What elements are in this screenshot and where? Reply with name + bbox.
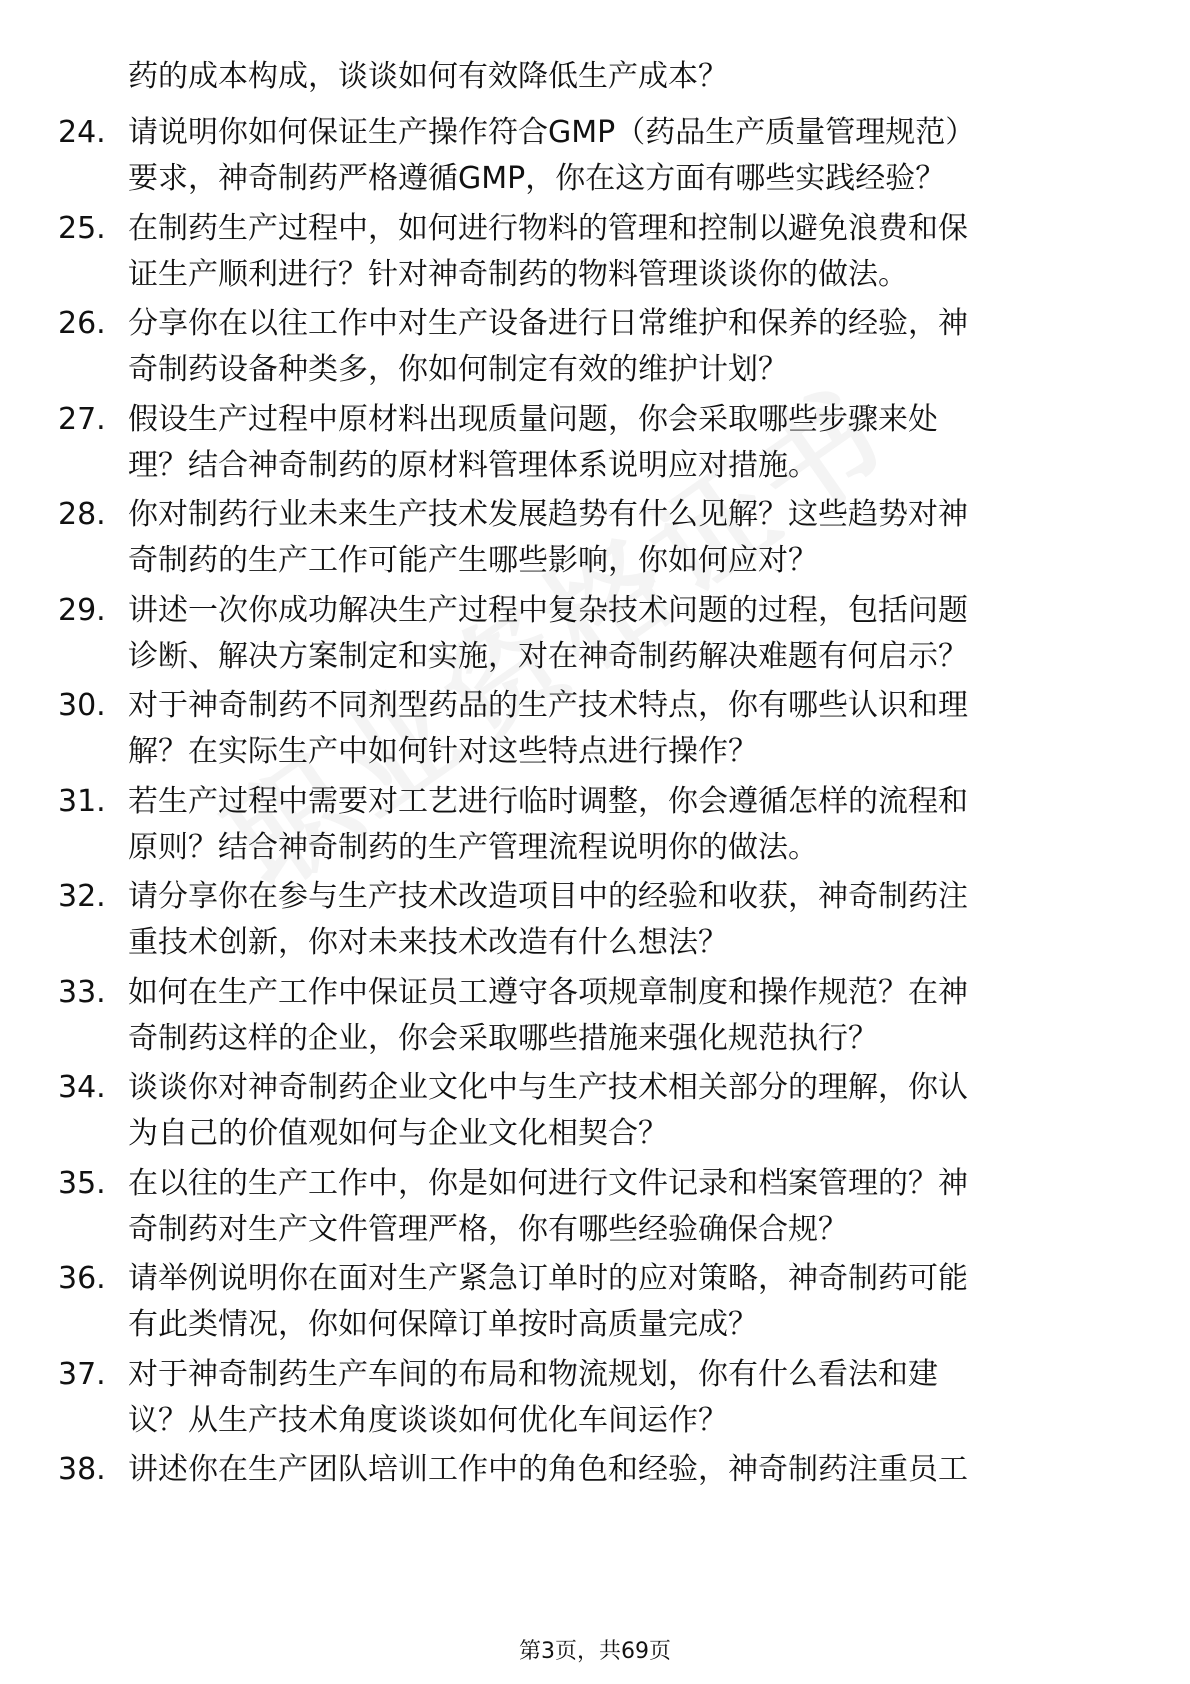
- question-text: [128, 970, 1128, 1062]
- question-line: 请说明你如何保证生产操作符合GMP（药品生产质量管理规范）: [128, 115, 976, 150]
- question-line: 奇制药设备种类多，你如何制定有效的维护计划？: [128, 352, 788, 387]
- question-item: [58, 1447, 1138, 1541]
- question-line: 证生产顺利进行？针对神奇制药的物料管理谈谈你的做法。: [128, 257, 908, 292]
- question-line: 奇制药这样的企业，你会采取哪些措施来强化规范执行？: [128, 1021, 878, 1056]
- question-number: 29.: [58, 593, 106, 628]
- question-line: 若生产过程中需要对工艺进行临时调整，你会遵循怎样的流程和: [128, 784, 968, 819]
- question-number: 30.: [58, 688, 106, 723]
- question-number: 35.: [58, 1166, 106, 1201]
- question-line: 如何在生产工作中保证员工遵守各项规章制度和操作规范？在神: [128, 975, 968, 1010]
- question-line: 重技术创新，你对未来技术改造有什么想法？: [128, 925, 728, 960]
- question-item: [58, 588, 1138, 682]
- question-item: [58, 301, 1138, 395]
- question-text: [128, 1065, 1128, 1157]
- question-text: [128, 683, 1128, 775]
- question-line: 对于神奇制药生产车间的布局和物流规划，你有什么看法和建: [128, 1357, 938, 1392]
- question-number: 28.: [58, 497, 106, 532]
- question-number: 37.: [58, 1357, 106, 1392]
- question-line: 议？从生产技术角度谈谈如何优化车间运作？: [128, 1403, 728, 1438]
- question-number: 27.: [58, 402, 106, 437]
- question-line: 诊断、解决方案制定和实施，对在神奇制药解决难题有何启示？: [128, 639, 968, 674]
- question-line: 你对制药行业未来生产技术发展趋势有什么见解？这些趋势对神: [128, 497, 968, 532]
- page-footer: 第3页，共69页: [519, 1639, 671, 1664]
- question-line: 奇制药的生产工作可能产生哪些影响，你如何应对？: [128, 543, 818, 578]
- question-item: [58, 397, 1138, 491]
- question-line: 分享你在以往工作中对生产设备进行日常维护和保养的经验，神: [128, 306, 968, 341]
- question-line: 理？结合神奇制药的原材料管理体系说明应对措施。: [128, 448, 818, 483]
- question-text: [128, 1447, 1128, 1493]
- question-text: [128, 110, 1128, 202]
- question-text: [128, 1256, 1128, 1348]
- question-item: [58, 683, 1138, 777]
- question-text: [128, 588, 1128, 680]
- question-text: [128, 301, 1128, 393]
- question-item: [58, 1065, 1138, 1159]
- question-number: 36.: [58, 1261, 106, 1296]
- question-text: [128, 874, 1128, 966]
- question-line: 请举例说明你在面对生产紧急订单时的应对策略，神奇制药可能: [128, 1261, 968, 1296]
- question-line: 原则？结合神奇制药的生产管理流程说明你的做法。: [128, 830, 818, 865]
- question-item: [58, 970, 1138, 1064]
- question-line: 谈谈你对神奇制药企业文化中与生产技术相关部分的理解，你认: [128, 1070, 968, 1105]
- question-text: [128, 206, 1128, 298]
- question-line: 奇制药对生产文件管理严格，你有哪些经验确保合规？: [128, 1212, 848, 1247]
- question-number: 33.: [58, 975, 106, 1010]
- question-item: [58, 1352, 1138, 1446]
- question-line: 有此类情况，你如何保障订单按时高质量完成？: [128, 1307, 758, 1342]
- question-item: [58, 206, 1138, 300]
- question-line: 解？在实际生产中如何针对这些特点进行操作？: [128, 734, 758, 769]
- question-number: 31.: [58, 784, 106, 819]
- question-item: [58, 1161, 1138, 1255]
- question-number: 38.: [58, 1452, 106, 1487]
- question-item: [58, 1256, 1138, 1350]
- continuation-text: 药的成本构成，谈谈如何有效降低生产成本？: [128, 59, 728, 94]
- question-line: 要求，神奇制药严格遵循GMP，你在这方面有哪些实践经验？: [128, 161, 946, 196]
- question-line: 在制药生产过程中，如何进行物料的管理和控制以避免浪费和保: [128, 211, 968, 246]
- question-line: 为自己的价值观如何与企业文化相契合？: [128, 1116, 668, 1151]
- question-number: 34.: [58, 1070, 106, 1105]
- question-text: [128, 779, 1128, 871]
- question-item: [58, 779, 1138, 873]
- question-item: [58, 110, 1138, 204]
- question-line: 对于神奇制药不同剂型药品的生产技术特点，你有哪些认识和理: [128, 688, 968, 723]
- question-text: [128, 492, 1128, 584]
- question-item: [58, 492, 1138, 586]
- question-number: 26.: [58, 306, 106, 341]
- question-number: 25.: [58, 211, 106, 246]
- question-line: 讲述一次你成功解决生产过程中复杂技术问题的过程，包括问题: [128, 593, 968, 628]
- question-text: [128, 1352, 1128, 1444]
- question-number: 32.: [58, 879, 106, 914]
- question-item: [58, 874, 1138, 968]
- question-number: 24.: [58, 115, 106, 150]
- question-text: [128, 1161, 1128, 1253]
- question-line: 假设生产过程中原材料出现质量问题，你会采取哪些步骤来处: [128, 402, 938, 437]
- question-line: 在以往的生产工作中，你是如何进行文件记录和档案管理的？神: [128, 1166, 968, 1201]
- question-text: [128, 397, 1128, 489]
- question-line: 讲述你在生产团队培训工作中的角色和经验，神奇制药注重员工: [128, 1452, 968, 1487]
- question-line: 请分享你在参与生产技术改造项目中的经验和收获，神奇制药注: [128, 879, 968, 914]
